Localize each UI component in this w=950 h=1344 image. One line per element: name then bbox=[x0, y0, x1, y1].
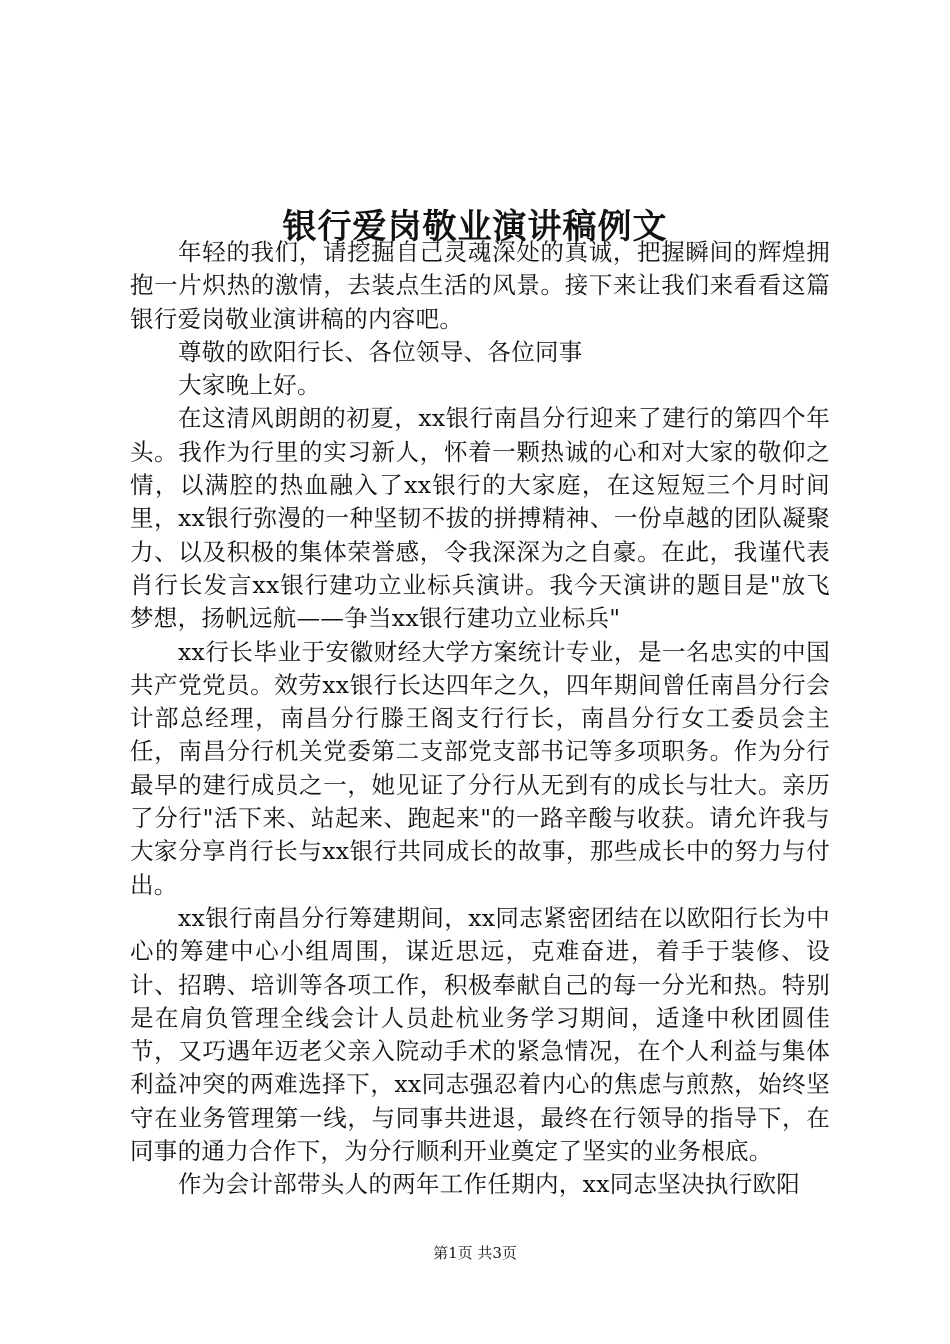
paragraph-salutation: 尊敬的欧阳行长、各位领导、各位同事 bbox=[178, 337, 583, 366]
paragraph-intro: 年轻的我们，请挖掘自己灵魂深处的真诚，把握瞬间的辉煌拥抱一片炽热的激情，去装点生活的风景。接下来让我们来看看这篇银行爱岗敬业演讲稿的内容吧。 bbox=[130, 238, 830, 333]
document-body bbox=[130, 236, 830, 1202]
document-title: 银行爱岗敬业演讲稿例文 bbox=[282, 206, 668, 247]
paragraph-biography: xx行长毕业于安徽财经大学方案统计专业，是一名忠实的中国共产党党员。效劳xx银行长达四年之久，四年期间曾任南昌分行会计部总经理，南昌分行滕王阁支行行长，南昌分行女工委员会主任，南昌分行机关党委第二支部党支部书记等多项职务。作为分行最早的建行成员之一，她见证了分行从无到有的成长与壮大。亲历了分行"活下来、站起来、跑起来"的一路辛酸与收获。请允许我与大家分享肖行长与xx银行共同成长的故事，那些成长中的努力与付出。 bbox=[130, 637, 830, 899]
page-number: 第1页 共3页 bbox=[433, 1244, 517, 1262]
paragraph-greeting: 大家晚上好。 bbox=[178, 371, 321, 400]
paragraph-tenure: 作为会计部带头人的两年工作任期内，xx同志坚决执行欧阳 bbox=[178, 1170, 801, 1199]
paragraph-opening: 在这清风朗朗的初夏，xx银行南昌分行迎来了建行的第四个年头。我作为行里的实习新人，怀着一颗热诚的心和对大家的敬仰之情，以满腔的热血融入了xx银行的大家庭，在这短短三个月时间里，xx银行弥漫的一种坚韧不拔的拼搏精神、一份卓越的团队凝聚力、以及积极的集体荣誉感，令我深深为之自豪。在此，我谨代表肖行长发言xx银行建功立业标兵演讲。我今天演讲的题目是"放飞梦想，扬帆远航——争当xx银行建功立业标兵" bbox=[130, 404, 830, 633]
paragraph-preparation: xx银行南昌分行筹建期间，xx同志紧密团结在以欧阳行长为中心的筹建中心小组周围，谋近思远，克难奋进，着手于装修、设计、招聘、培训等各项工作，积极奉献自己的每一分光和热。特别是在肩负管理全线会计人员赴杭业务学习期间，适逢中秋团圆佳节，又巧遇年迈老父亲入院动手术的紧急情况，在个人利益与集体利益冲突的两难选择下，xx同志强忍着内心的焦虑与煎熬，始终坚守在业务管理第一线，与同事共进退，最终在行领导的指导下，在同事的通力合作下，为分行顺利开业奠定了坚实的业务根底。 bbox=[130, 903, 830, 1166]
